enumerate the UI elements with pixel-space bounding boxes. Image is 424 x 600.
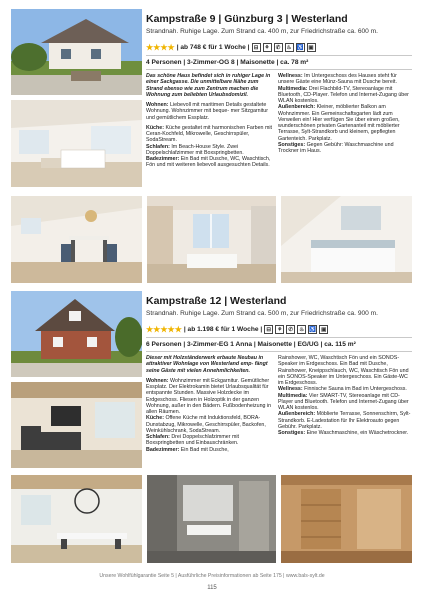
sauna-icon: ♨	[285, 43, 294, 52]
tv-icon: ▣	[321, 327, 327, 333]
house2-rating-row	[146, 325, 328, 334]
phone-icon: ✆	[274, 43, 283, 52]
house2-divider-2	[146, 351, 412, 352]
house1-exterior-photo	[11, 9, 142, 95]
garden-icon: ⚘	[275, 325, 284, 334]
house1-schlafen: Schlafen: Im Beach-House Style. Zwei Doppelschlafzimmer mit Boxspringbetten.	[146, 143, 244, 156]
page-footer: Unsere Wohlfühlgarantie Seite 5 | Ausführliche Preisinformationen ab Seite 175 | www.bals-sylt.de	[99, 573, 325, 579]
house2-subtitle: Strandnah. Ruhige Lage. Zum Strand ca. 500 m, zur Friedrichstraße ca. 900 m.	[146, 310, 378, 317]
accessibility-icon: ♿	[309, 327, 317, 333]
house2-facts: 6 Personen | 3-Zimmer-EG 1 Anna | Maisonette | EG/UG | ca. 115 m²	[146, 341, 356, 348]
house2-sauna-photo	[281, 475, 412, 563]
house1-kueche: Küche: Küche gestaltet mit harmonischen Farben mit Ceran-Kochfeld, Mikrowelle, Geschirrspüler, SodaStream.	[146, 124, 273, 144]
house2-wellness: Wellness: Finnische Sauna im Bad im Untergeschoss.	[278, 386, 407, 393]
house1-divider-2	[146, 69, 412, 70]
balcony-icon: ⊟	[252, 43, 261, 52]
house1-bedroom-photo	[147, 196, 276, 283]
house2-aussen: Außenbereich: Möblierte Terrasse, Sonnenschirm, Sylt-Strandkorb. E-Ladestation für Ihr Elektroauto gegen Gebühr. Parkplatz.	[278, 411, 411, 430]
house2-wohnen: Wohnen: Wohnzimmer mit Eckgarnitur. Gemütlicher Essplatz. Der Elektrokamin bietet Urlaubsqualität für entspannte Stunden. Massive Holzdecke im Erdgeschoss. Fliesen in Holzoptik in der ganzen Wohnung, außer in den Bädern. Fußbodenheizung in allen Räumen.	[146, 377, 272, 415]
house1-facts: 4 Personen | 3-Zimmer-OG 8 | Maisonette | ca. 78 m²	[146, 59, 309, 66]
house1-title: Kampstraße 9 | Günzburg 3 | Westerland	[146, 13, 348, 25]
house1-wellness: Wellness: Im Untergeschoss des Hauses steht für unsere Gäste eine Münz-Sauna mit Dusche bereit.	[278, 73, 397, 86]
house1-bad: Badezimmer: Ein Bad mit Dusche, WC, Waschtisch, Fön und mit weiteren liebevoll ausgesuchten Details.	[146, 156, 271, 169]
house1-description-left	[146, 73, 272, 173]
tv-icon: ▣	[308, 45, 314, 51]
house2-multimedia: Multimedia: Vier SMART-TV, Stereoanlage mit CD-Player und Bluetooth. Telefon und Internet-Zugang über WLAN kostenlos.	[278, 392, 409, 411]
balcony-icon: ⊟	[264, 325, 273, 334]
house2-schlafen: Schlafen: Drei Doppelschlafzimmer mit Boxspringbetten und Einbauschränken.	[146, 434, 240, 447]
house1-multimedia: Multimedia: Drei Flachbild-TV, Stereoanlage mit Bluetooth, CD-Player. Telefon und Internet-Zugang über WLAN kostenlos.	[278, 85, 409, 104]
house2-description-right	[278, 355, 412, 440]
accessibility-icon: ♿	[296, 45, 304, 51]
house1-star-rating: ★★★★	[146, 42, 175, 52]
house2-bad: Badezimmer: Ein Bad mit Dusche,	[146, 446, 229, 453]
page-number: 115	[207, 585, 217, 591]
house1-livingroom-photo	[11, 100, 142, 187]
house2-bathroom-photo	[147, 475, 276, 563]
house2-dining-photo	[11, 475, 142, 563]
house2-kueche: Küche: Offene Küche mit Induktionsfeld, BORA-Dunstabzug, Mikrowelle, Geschirrspüler, Backofen, Weinkühlschrank, SodaStream.	[146, 415, 266, 434]
house1-subtitle: Strandnah. Ruhige Lage. Zum Strand ca. 400 m, zur Friedrichstraße ca. 600 m.	[146, 28, 378, 35]
house2-exterior-photo	[11, 291, 142, 377]
house1-rating-row	[146, 43, 316, 52]
house1-aussen: Außenbereich: Kleiner, möblierter Balkon am Wohnzimmer. Ein Gemeinschaftsgarten lädt zum Verweilen ein! Hier verfügen Sie über einen großen, wunderschönen privaten Gartenanteil mit möblierter Terrasse, Sylt-Strandkorb und kleinem, gepflegten Gartenteich. Parkplatz.	[278, 104, 400, 142]
house1-price: | ab 748 € für 1 Woche |	[176, 44, 250, 51]
house2-star-rating: ★★★★★	[146, 324, 182, 334]
house2-description-left	[146, 355, 272, 457]
phone-icon: ✆	[286, 325, 295, 334]
sauna-icon: ♨	[297, 325, 306, 334]
house2-price: | ab 1.198 € für 1 Woche |	[183, 326, 263, 333]
house1-intro: Das schöne Haus befindet sich in ruhiger Lage in einer Sackgasse. Die unmittelbare Nähe zum Strand ebenso wie zum Zentrum machen die Wohnung zum beliebten Urlaubsdomizil.	[146, 73, 271, 98]
house2-intro: Dieser mit Holzständerwerk erbaute Neubau in attraktiver Wohnlage von Westerland emp- fängt seine Gäste mit vielen Annehmlichkeiten.	[146, 355, 268, 374]
house2-divider	[146, 337, 412, 338]
house1-dining-photo	[11, 196, 142, 283]
house2-title: Kampstraße 12 | Westerland	[146, 295, 287, 307]
house1-bed-photo	[281, 196, 412, 283]
garden-icon: ⚘	[263, 43, 272, 52]
house1-divider	[146, 55, 412, 56]
house2-bad-continued: Rainshower, WC, Waschtisch Fön und ein SONOS-Speaker im Erdgeschoss. Ein Bad mit Dusche, Rainshower, Kneippschlauch, WC, Waschtisch Fön und ein SONOS-Speaker im Untergeschoss. Ein Gäste-WC im Erdgeschoss.	[278, 355, 409, 386]
house1-sonstiges: Sonstiges: Gegen Gebühr: Waschmaschine und Trockner im Haus.	[278, 141, 394, 154]
house1-wohnen: Wohnen: Liebevoll mit maritimen Details gestaltete Wohnung. Wohnzimmer mit beque- mer Sitzgarnitur und gemütlichem Essplatz.	[146, 102, 268, 121]
house1-description-right	[278, 73, 412, 158]
house2-livingroom-photo	[11, 382, 142, 468]
house2-sonstiges: Sonstiges: Eine Waschmaschine, ein Wäschetrockner.	[278, 430, 409, 436]
